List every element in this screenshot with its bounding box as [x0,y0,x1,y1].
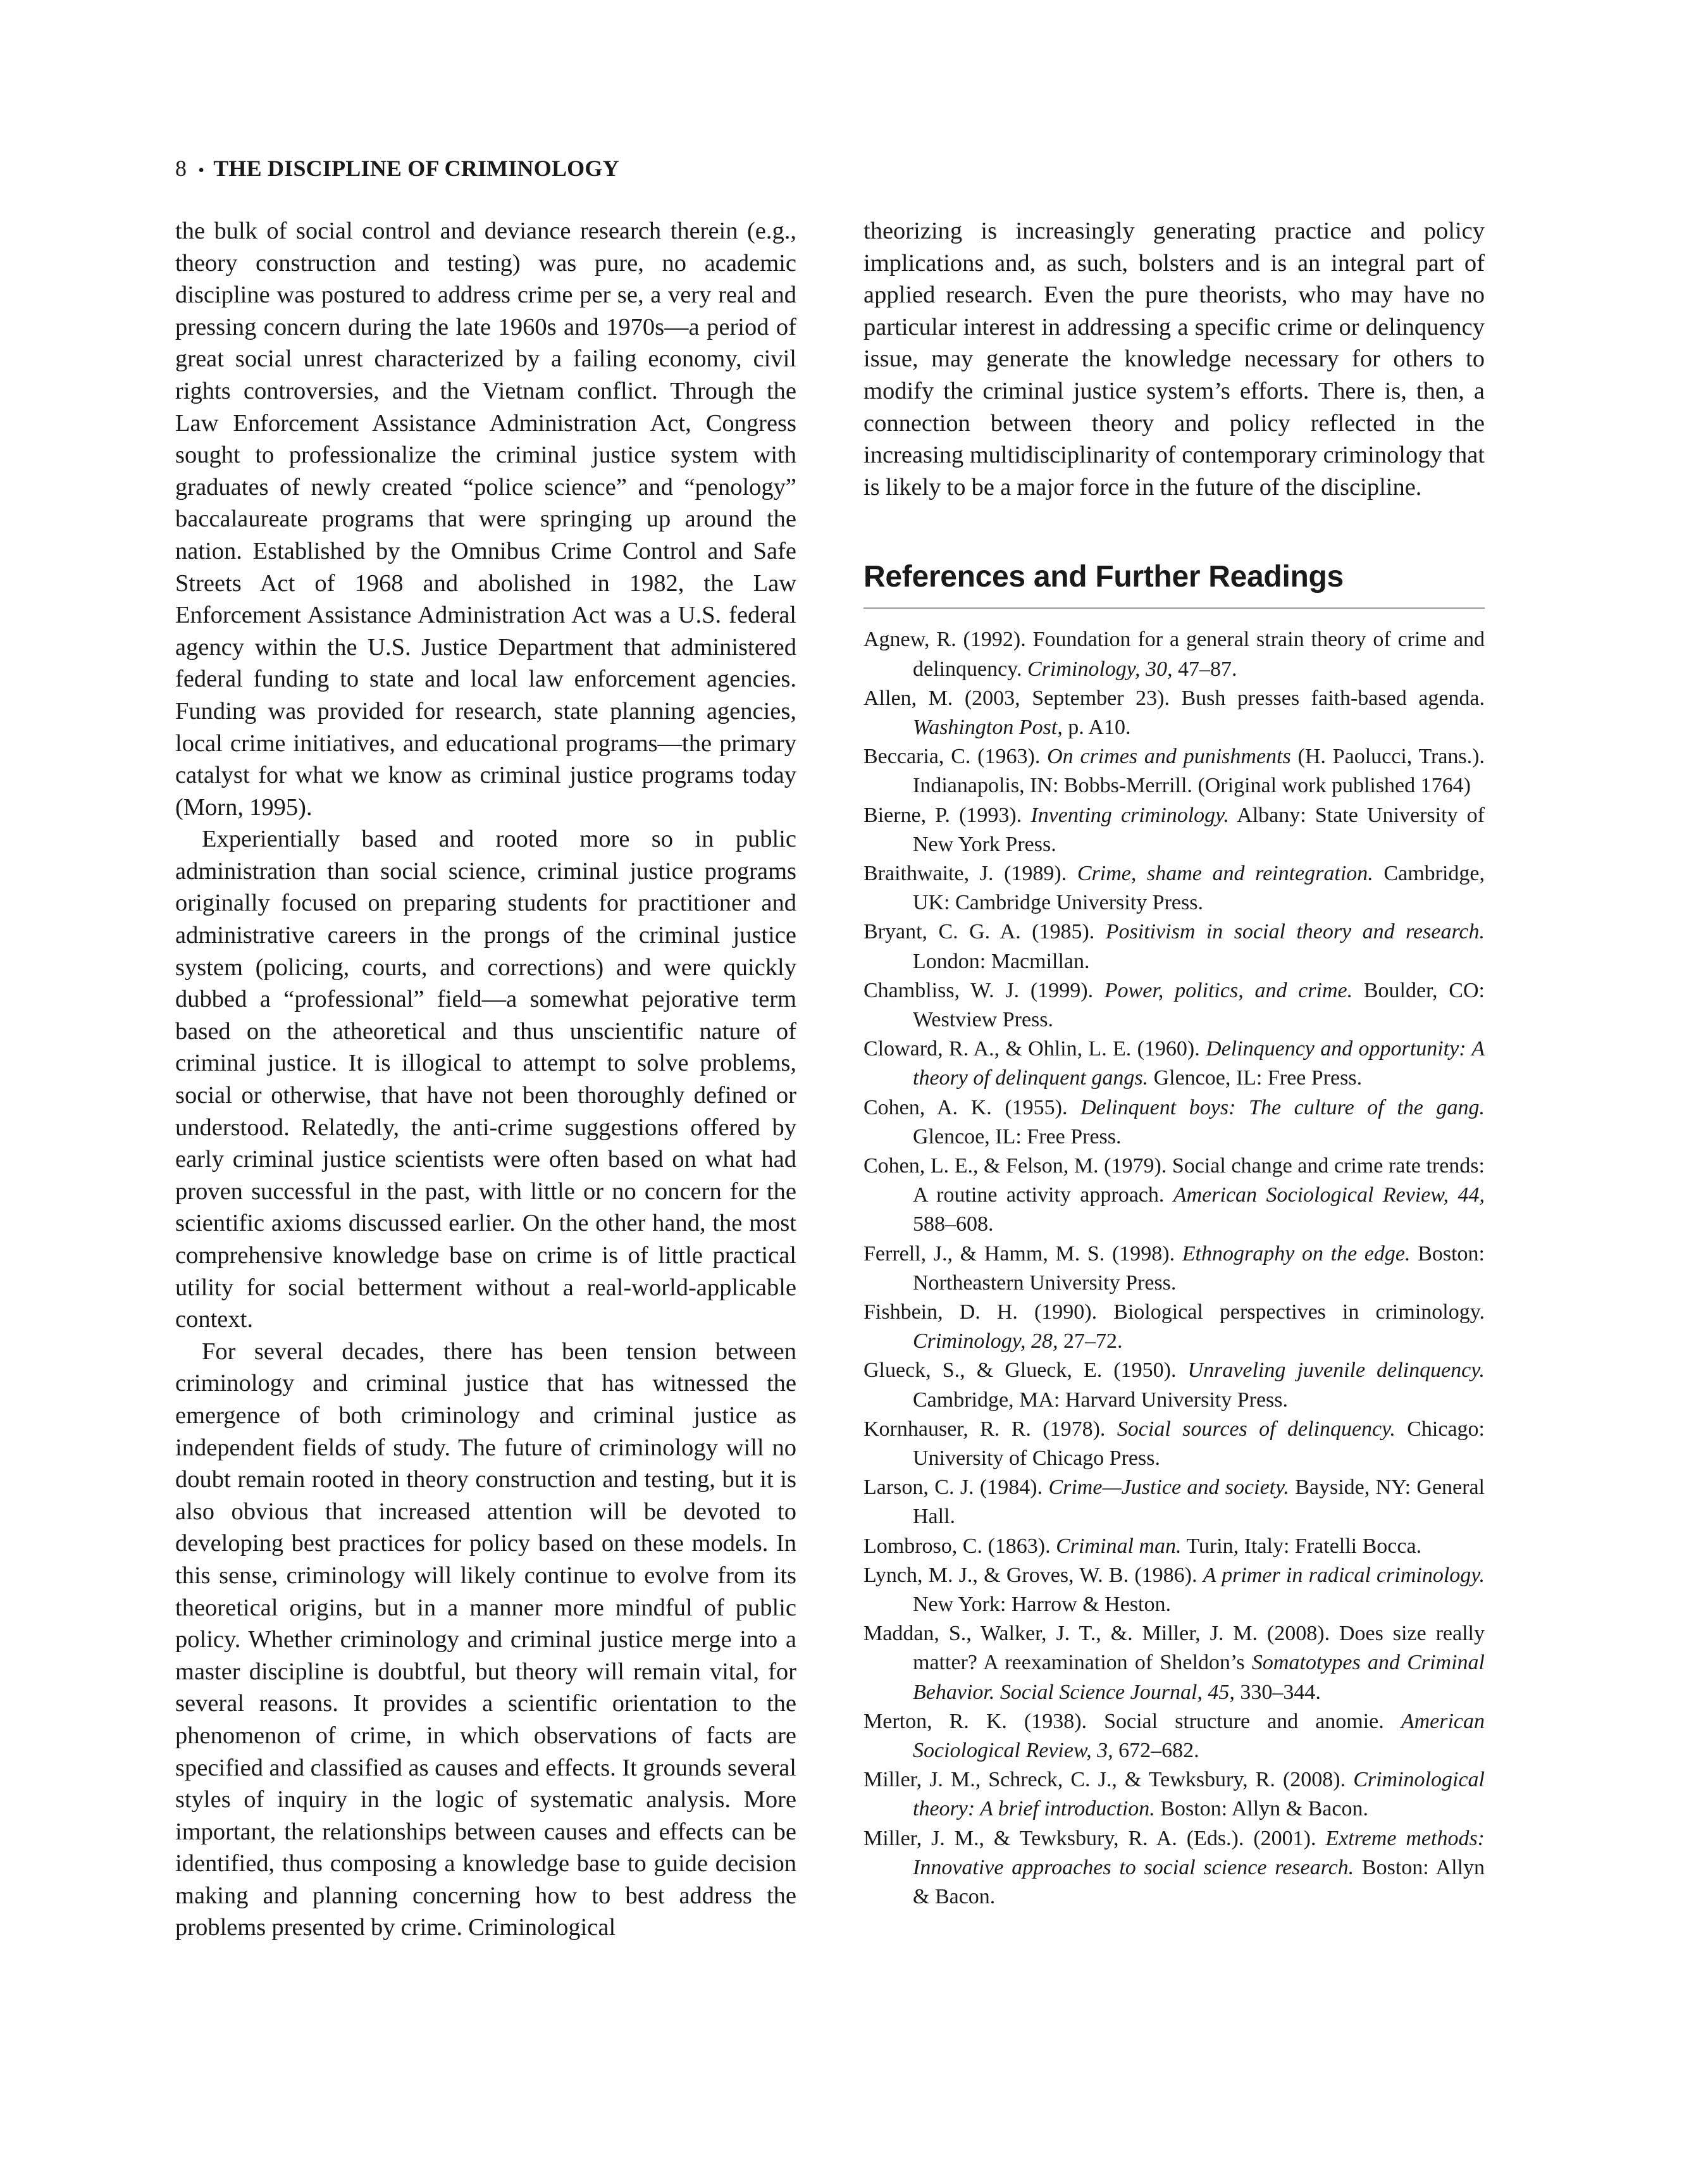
reference-item [863,976,1485,1035]
reference-item [863,1765,1485,1824]
reference-segment: New York: Harrow & Heston. [913,1593,1171,1617]
reference-italic-segment: Delinquency and opportunity: A theory of delinquent gangs. [913,1037,1485,1090]
reference-segment: Glencoe, IL: Free Press. [1148,1066,1363,1090]
reference-item [863,1619,1485,1707]
reference-italic-segment: On crimes and punishments [1047,745,1291,769]
reference-item [863,742,1485,800]
body-paragraph-2: Experientially based and rooted more so in public administration than social science, criminal justice programs originally focused on preparing students for practitioner and administrative careers in the prongs of the criminal justice system (policing, courts, and corrections) and were quickly dubbed a “professional” field—a somewhat pejorative term based on the atheoretical and thus unscientific nature of criminal justice. It is illogical to attempt to solve problems, social or otherwise, that have not been thoroughly defined or understood. Relatedly, the anti-crime suggestions offered by early criminal justice scientists were often based on what had proven successful in the past, with little or no concern for the scientific axioms discussed earlier. On the other hand, the most comprehensive knowledge base on crime is of little practical utility for social betterment without a real-world-applicable context. [175,826,796,1333]
reference-segment: Cohen, A. K. (1955). [863,1095,1081,1119]
reference-segment: Boston: Northeastern University Press. [913,1241,1485,1295]
reference-item [863,1473,1485,1531]
reference-italic-segment: Crime—Justice and society. [1048,1476,1289,1500]
page-number: 8 [175,156,187,181]
reference-segment: Glueck, S., & Glueck, E. (1950). [863,1359,1188,1383]
reference-segment: London: Macmillan. [913,949,1090,973]
references-heading: References and Further Readings [863,560,1344,594]
reference-italic-segment: American Sociological Review, 3, [913,1709,1485,1763]
reference-segment: Miller, J. M., & Tewksbury, R. A. (Eds.). (2001). [863,1826,1326,1850]
reference-italic-segment: Delinquent boys: The culture of the gang. [1080,1095,1485,1119]
reference-segment: Agnew, R. (1992). Foundation for a general strain theory of crime and delinquency. [863,628,1485,681]
body-paragraph-3: For several decades, there has been tension between criminology and criminal justice that has witnessed the emergence of both criminology and criminal justice as independent fields of study. The future of criminology will no doubt remain rooted in theory construction and testing, but it is also obvious that increased attention will be devoted to developing best practices for policy based on these models. In this sense, criminology will likely continue to evolve from its theoretical origins, but in a manner more mindful of public policy. Whether criminology and criminal justice merge into a master discipline is doubtful, but theory will remain vital, for several reasons. It provides a scientific orientation to the phenomenon of crime, in which observations of facts are specified and classified as causes and effects. It grounds several styles of inquiry in the logic of systematic analysis. More important, the relationships between causes and effects can be identified, thus composing a knowledge base to guide decision making and planning concerning how to best address the problems presented by crime. Criminological [175,1338,796,1941]
reference-segment: Cloward, R. A., & Ohlin, L. E. (1960). [863,1037,1206,1061]
reference-segment: 47–87. [1172,657,1237,681]
reference-segment: Maddan, S., Walker, J. T., &. Miller, J. M. (2008). Does size really matter? A reexamination of Sheldon’s [863,1622,1485,1675]
running-header [175,154,619,185]
reference-segment: Miller, J. M., Schreck, C. J., & Tewksbury, R. (2008). [863,1768,1354,1792]
reference-segment: Ferrell, J., & Hamm, M. S. (1998). [863,1241,1182,1266]
reference-italic-segment: Somatotypes and Criminal Behavior. Social Science Journal, 45, [913,1651,1485,1704]
reference-segment: Fishbein, D. H. (1990). Biological perspectives in criminology. [863,1300,1485,1324]
body-paragraph-continuation: theorizing is increasingly generating practice and policy implications and, as such, bolsters and is an integral part of applied research. Even the pure theorists, who may have no particular interest in addressing a specific crime or delinquency issue, may generate the knowledge necessary for others to modify the criminal justice system’s efforts. There is, then, a connection between theory and policy reflected in the increasing multidisciplinarity of contemporary criminology that is likely to be a major force in the future of the discipline. [863,218,1485,501]
bullet-separator: • [198,161,205,180]
reference-italic-segment: American Sociological Review, 44, [1173,1183,1485,1207]
reference-segment: Braithwaite, J. (1989). [863,861,1077,885]
reference-italic-segment: Power, politics, and crime. [1104,978,1353,1002]
reference-item [863,1240,1485,1298]
reference-segment: Cohen, L. E., & Felson, M. (1979). Social change and crime rate trends: A routine activity approach. [863,1154,1485,1207]
reference-segment: Merton, R. K. (1938). Social structure and anomie. [863,1709,1401,1733]
reference-segment: Bryant, C. G. A. (1985). [863,920,1106,944]
reference-segment: 672–682. [1113,1739,1199,1763]
reference-segment: Boston: Allyn & Bacon. [913,1855,1485,1909]
reference-segment: Lombroso, C. (1863). [863,1534,1056,1558]
reference-segment: Chicago: University of Chicago Press. [913,1417,1485,1471]
reference-segment: (H. Paolucci, Trans.). Indianapolis, IN: Bobbs-Merrill. (Original work published 1764) [913,745,1485,798]
reference-segment: Allen, M. (2003, September 23). Bush presses faith-based agenda. [863,686,1485,710]
reference-segment: Boulder, CO: Westview Press. [913,978,1485,1031]
reference-item [863,1532,1485,1561]
reference-item [863,1824,1485,1912]
reference-item [863,1152,1485,1240]
reference-italic-segment: Criminology, 30, [1027,657,1173,681]
reference-segment: 330–344. [1234,1680,1321,1704]
reference-item [863,1356,1485,1414]
reference-segment: Kornhauser, R. R. (1978). [863,1417,1117,1441]
reference-item [863,1707,1485,1765]
reference-segment: 588–608. [913,1212,994,1236]
reference-italic-segment: Criminal man. [1056,1534,1182,1558]
reference-italic-segment: Washington Post, [913,715,1063,739]
reference-italic-segment: Ethnography on the edge. [1182,1241,1411,1266]
reference-segment: Bierne, P. (1993). [863,803,1031,827]
reference-item [863,1561,1485,1619]
reference-segment: Cambridge, UK: Cambridge University Press. [913,861,1485,915]
reference-item [863,1035,1485,1093]
reference-italic-segment: Crime, shame and reintegration. [1077,861,1373,885]
reference-item [863,625,1485,683]
reference-italic-segment: Inventing criminology. [1030,803,1229,827]
right-column [863,215,1485,1912]
reference-italic-segment: A primer in radical criminology. [1203,1563,1485,1587]
reference-segment: Bayside, NY: General Hall. [913,1476,1485,1529]
reference-item [863,684,1485,742]
reference-item [863,1298,1485,1356]
reference-segment: Lynch, M. J., & Groves, W. B. (1986). [863,1563,1203,1587]
reference-segment: Chambliss, W. J. (1999). [863,978,1105,1002]
reference-italic-segment: Social sources of delinquency. [1117,1417,1395,1441]
reference-italic-segment: Positivism in social theory and research. [1105,920,1485,944]
reference-italic-segment: Criminological theory: A brief introduction. [913,1768,1485,1821]
reference-italic-segment: Criminology, 28, [913,1329,1058,1353]
reference-segment: Albany: State University of New York Press. [913,803,1485,856]
reference-segment: Beccaria, C. (1963). [863,745,1048,769]
reference-segment: Boston: Allyn & Bacon. [1154,1797,1368,1821]
reference-segment: Turin, Italy: Fratelli Bocca. [1181,1534,1422,1558]
reference-item [863,1093,1485,1152]
reference-segment: Cambridge, MA: Harvard University Press. [913,1388,1289,1412]
reference-item [863,1415,1485,1473]
body-paragraph-1: the bulk of social control and deviance research therein (e.g., theory construction and testing) was pure, no academic discipline was postured to address crime per se, a very real and pressing concern during the late 1960s and 1970s—a period of great social unrest characterized by a failing economy, civil rights controversies, and the Vietnam conflict. Through the Law Enforcement Assistance Administration Act, Congress sought to professionalize the criminal justice system with graduates of newly created “police science” and “penology” baccalaureate programs that were springing up around the nation. Established by the Omnibus Crime Control and Safe Streets Act of 1968 and abolished in 1982, the Law Enforcement Assistance Administration Act was a U.S. federal agency within the U.S. Justice Department that administered federal funding to state and local law enforcement agencies. Funding was provided for research, state planning agencies, local crime initiatives, and educational programs—the primary catalyst for what we know as criminal justice programs today (Morn, 1995). [175,218,796,821]
running-title: THE DISCIPLINE OF CRIMINOLOGY [213,156,619,181]
reference-item [863,859,1485,917]
heading-rule [863,607,1485,609]
left-column [175,215,796,1944]
reference-item [863,801,1485,859]
reference-segment: p. A10. [1062,715,1131,739]
reference-italic-segment: Extreme methods: Innovative approaches to social science research. [913,1826,1485,1879]
reference-segment: 27–72. [1058,1329,1123,1353]
reference-item [863,917,1485,976]
reference-italic-segment: Unraveling juvenile delinquency. [1187,1359,1485,1383]
reference-segment: Glencoe, IL: Free Press. [913,1124,1122,1148]
reference-segment: Larson, C. J. (1984). [863,1476,1049,1500]
reference-list [863,625,1485,1912]
